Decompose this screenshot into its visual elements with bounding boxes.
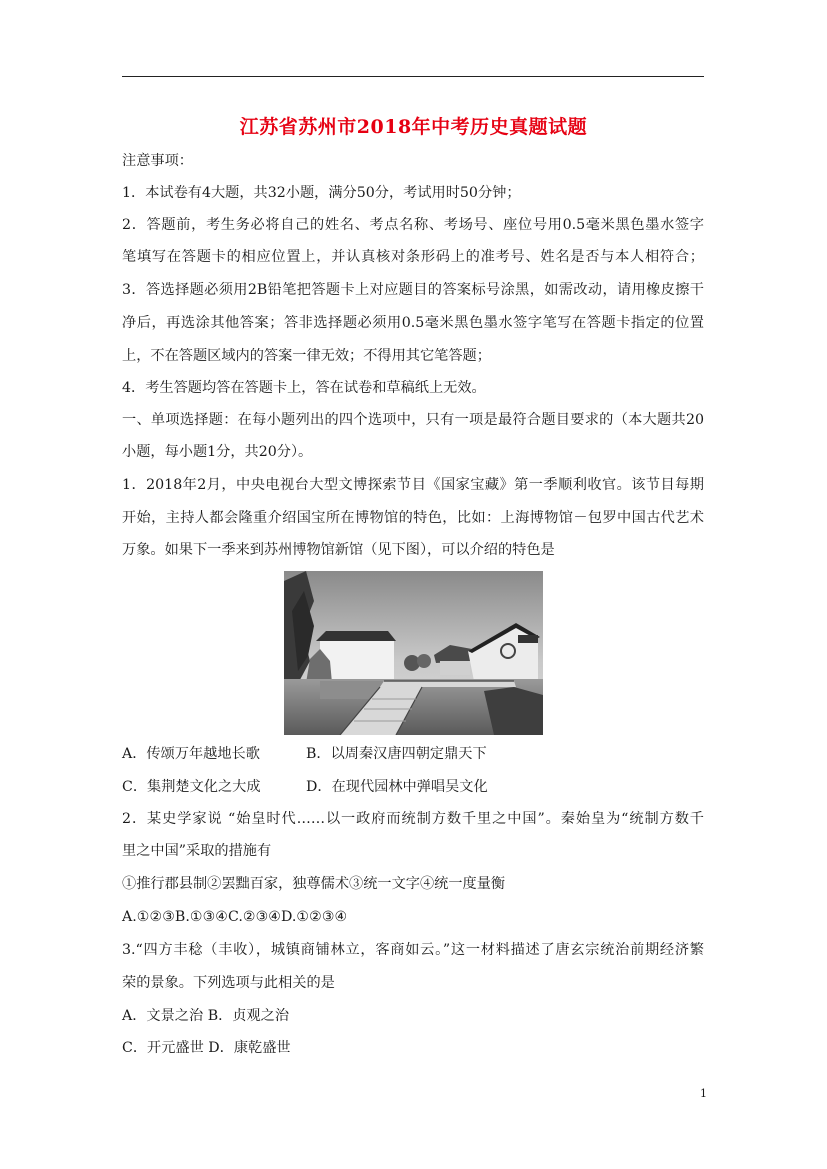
suzhou-museum-photo: [284, 571, 543, 735]
q2-stem: 里之中国”采取的措施有: [122, 843, 272, 859]
q3-options: A．文景之治 B．贞观之治: [122, 1008, 290, 1024]
q1-option-b: B．以周秦汉唐四朝定鼎天下: [306, 746, 487, 762]
q1-stem: 万象。如果下一季来到苏州博物馆新馆（见下图），可以介绍的特色是: [122, 542, 555, 558]
q1-stem: 开始，主持人都会隆重介绍国宝所在博物馆的特色，比如：上海博物馆－包罗中国古代艺术: [122, 510, 704, 526]
notice-line: 净后，再选涂其他答案；答非选择题必须用0.5毫米黑色墨水签字笔写在答题卡指定的位置: [122, 315, 704, 331]
notice-line: 上，不在答题区域内的答案一律无效；不得用其它笔答题；: [122, 348, 491, 364]
notice-heading: 注意事项：: [122, 153, 193, 169]
notice-line: 2．答题前，考生务必将自己的姓名、考点名称、考场号、座位号用0.5毫米黑色墨水签字: [122, 217, 704, 233]
page-number: 1: [700, 1087, 707, 1100]
q1-option-c: C．集荆楚文化之大成: [122, 779, 261, 795]
q3-stem: 3.“四方丰稔（丰收），城镇商铺林立，客商如云。”这一材料描述了唐玄宗统治前期经济繁: [122, 942, 704, 958]
q3-options: C．开元盛世 D．康乾盛世: [122, 1040, 291, 1056]
notice-line: 笔填写在答题卡的相应位置上，并认真核对条形码上的准考号、姓名是否与本人相符合；: [122, 249, 704, 265]
q1-option-a: A．传颂万年越地长歌: [122, 746, 260, 762]
q1-option-d: D．在现代园林中弹唱吴文化: [306, 779, 488, 795]
page-title: 江苏省苏州市2018年中考历史真题试题: [239, 116, 588, 138]
q2-measures: ①推行郡县制②罢黜百家，独尊儒术③统一文字④统一度量衡: [122, 876, 506, 892]
q1-stem: 1．2018年2月，中央电视台大型文博探索节目《国家宝藏》第一季顺利收官。该节目每期: [122, 477, 704, 493]
section-heading: 一、单项选择题：在每小题列出的四个选项中，只有一项是最符合题目要求的（本大题共20: [122, 412, 704, 428]
header-rule: [122, 76, 704, 77]
q3-stem: 荣的景象。下列选项与此相关的是: [122, 975, 335, 991]
notice-line: 3．答选择题必须用2B铅笔把答题卡上对应题目的答案标号涂黑，如需改动，请用橡皮擦干: [122, 282, 704, 298]
q2-options: A.①②③B.①③④C.②③④D.①②③④: [122, 909, 348, 925]
notice-line: 4．考生答题均答在答题卡上，答在试卷和草稿纸上无效。: [122, 380, 486, 396]
section-heading-cont: 小题，每小题1分，共20分）。: [122, 444, 313, 460]
q2-stem: 2．某史学家说 “始皇时代……以一政府而统制方数千里之中国”。秦始皇为“统制方数千: [122, 811, 704, 827]
notice-line: 1．本试卷有4大题，共32小题，满分50分，考试用时50分钟；: [122, 185, 521, 201]
